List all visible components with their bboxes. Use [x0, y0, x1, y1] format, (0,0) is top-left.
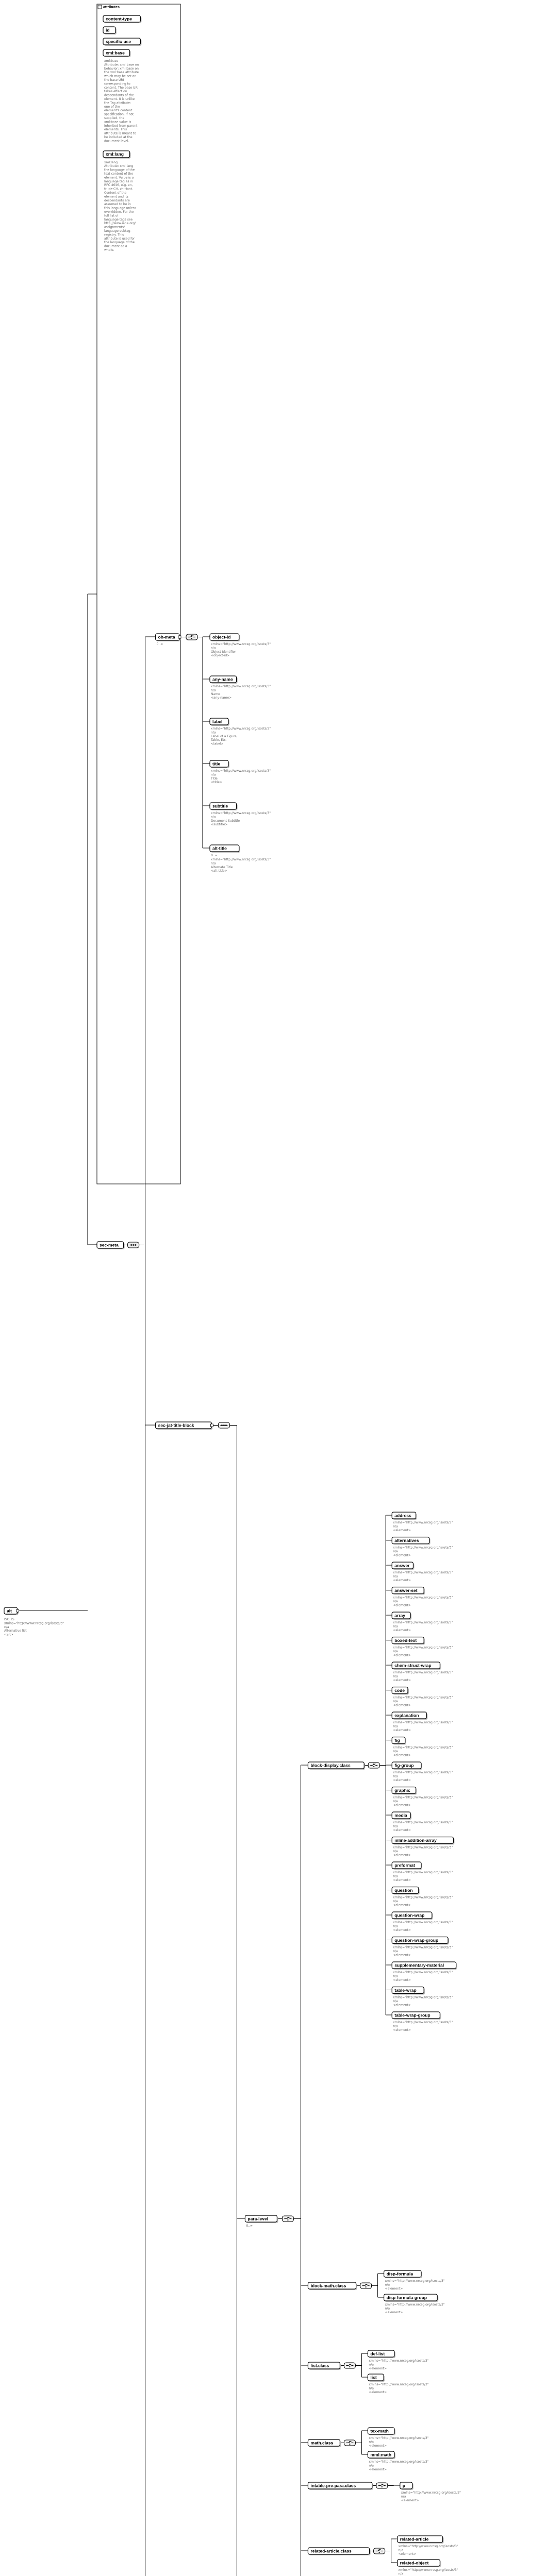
annotation-line: <alt>	[4, 1633, 13, 1637]
annotation-line: xmlns="http://www.nrcsg.org/isosts/3"	[393, 1945, 453, 1950]
annotation-line: xmlns="http://www.nrcsg.org/isosts/3"	[393, 1795, 453, 1800]
annotation-line: n/a	[369, 2440, 374, 2444]
annotation-line: assignments/	[104, 225, 125, 229]
element-label[interactable]	[210, 718, 229, 726]
element-label: p	[402, 2483, 406, 2488]
element-label: any-name	[212, 676, 233, 682]
annotation-line: n/a	[393, 1724, 398, 1728]
sequence-icon-title-block	[218, 1422, 229, 1428]
annotation-line: xmlns="http://www.nrcsg.org/isosts/3"	[385, 2303, 445, 2307]
annotation-line: xmlns="http://www.nrcsg.org/isosts/3"	[398, 2545, 458, 2548]
element-label: question	[394, 1887, 413, 1893]
element-answer[interactable]	[392, 1562, 414, 1570]
annotation-line: behavior: xml:base on	[104, 66, 139, 71]
annotation-line: <element>	[393, 1778, 411, 1782]
attributes-title: attributes	[103, 6, 120, 9]
annotation-line: n/a	[393, 1774, 398, 1778]
annotation-line: Title	[211, 776, 218, 781]
annotation-line: n/a	[211, 646, 216, 650]
element-label: id	[106, 27, 110, 33]
annotation-line: <element>	[369, 2467, 387, 2471]
annotation-line: n/a	[393, 1849, 398, 1853]
annotation-line: n/a	[401, 2495, 406, 2499]
sequence-icon-main	[128, 1242, 139, 1248]
element-label: subtitle	[212, 803, 228, 809]
annotation-line: n/a	[369, 2386, 374, 2391]
element-label: table-wrap	[394, 1987, 417, 1993]
annotation-line: n/a	[385, 2307, 390, 2311]
element-address[interactable]	[392, 1512, 417, 1520]
annotation-line: n/a	[393, 1574, 398, 1579]
annotation-line: which may be set on	[104, 74, 137, 78]
element-inline-addition-array[interactable]	[392, 1837, 454, 1845]
annotation-line: document level.	[104, 139, 129, 143]
annotation-line: language tags see	[104, 217, 133, 222]
attribute-xml-lang[interactable]	[103, 151, 131, 159]
annotation-line: the Tag attribute:	[104, 101, 131, 105]
element-label: oh-meta	[158, 634, 175, 640]
annotation-line: xmlns="http://www.nrcsg.org/isosts/3"	[393, 1571, 453, 1574]
annotation-line: Attribute: xml:lang	[104, 164, 134, 168]
annotation-line: n/a	[393, 1624, 398, 1629]
annotation-line: language-subtag-	[104, 229, 131, 233]
annotation-line: the language of the	[104, 241, 135, 245]
element-preformat[interactable]	[392, 1862, 422, 1870]
annotation-line: n/a	[393, 1649, 398, 1653]
annotation-line: n/a	[211, 815, 216, 819]
cardinality-label: 0..∞	[246, 2224, 253, 2228]
group-math-class[interactable]	[308, 2439, 341, 2447]
annotation-line: this language unless	[104, 206, 136, 210]
element-label: code	[394, 1687, 405, 1693]
element-alternatives[interactable]	[392, 1537, 430, 1545]
element-alt-title[interactable]	[210, 845, 240, 853]
group-list-class[interactable]	[308, 2362, 341, 2370]
element-label: alt-title	[212, 845, 227, 851]
annotation-line: xmlns="http://www.nrcsg.org/isosts/3"	[393, 1821, 453, 1824]
element-label: para-level	[247, 2216, 269, 2222]
annotation-line: xmlns="http://www.nrcsg.org/isosts/3"	[211, 811, 271, 815]
element-label: intable-pre-para.class	[310, 2483, 356, 2488]
annotation-line: n/a	[393, 1699, 398, 1703]
annotation-line: element. It is unlike	[104, 97, 135, 101]
choice-icon-math-class	[344, 2440, 355, 2446]
annotation-line: n/a	[393, 1924, 398, 1928]
annotation-line: n/a	[393, 1599, 398, 1603]
element-related-article[interactable]	[398, 2536, 444, 2544]
choice-icon-para-level	[282, 2216, 293, 2222]
annotation-line: attribute is meant to	[104, 131, 137, 135]
annotation-line: xmlns="http://www.nrcsg.org/isosts/3"	[398, 2568, 458, 2572]
annotation-line: xmlns="http://www.nrcsg.org/isosts/3"	[211, 769, 271, 773]
annotation-line: document as a	[104, 244, 127, 248]
element-graphic[interactable]	[392, 1787, 417, 1795]
root-element-alt[interactable]	[4, 1607, 19, 1615]
annotation-line: xmlns="http://www.nrcsg.org/isosts/3"	[393, 1546, 453, 1550]
annotation-line: n/a	[398, 2572, 404, 2576]
element-label: question-wrap-group	[394, 1937, 439, 1943]
element-chem-struct-wrap[interactable]	[392, 1662, 441, 1670]
element-label: tex-math	[370, 2428, 389, 2434]
annotation-line: Name	[211, 692, 220, 696]
annotation-line: xmlns="http://www.nrcsg.org/isosts/3"	[369, 2359, 429, 2363]
annotation-line: n/a	[393, 1824, 398, 1828]
choice-icon-intable-pre-para-class	[376, 2483, 388, 2488]
element-question-wrap[interactable]	[392, 1912, 433, 1920]
annotation-line: <alt-title>	[211, 869, 227, 873]
annotation-line: <element>	[398, 2552, 417, 2556]
expand-icon[interactable]	[16, 1609, 19, 1612]
element-label: array	[394, 1613, 406, 1618]
annotation-line: <element>	[385, 2310, 403, 2314]
annotation-line: <element>	[401, 2498, 419, 2502]
annotation-line: n/a	[4, 1625, 9, 1629]
element-label: fig	[394, 1737, 400, 1743]
element-label: sec-meta	[100, 1242, 119, 1248]
annotation-line: xmlns="http://www.nrcsg.org/isosts/3"	[393, 1696, 453, 1700]
choice-icon-block-display-class	[368, 1762, 379, 1768]
annotation-line: xmlns="http://www.nrcsg.org/isosts/3"	[393, 1921, 453, 1924]
element-box	[400, 2482, 412, 2489]
element-title[interactable]	[210, 760, 229, 768]
element-def-list[interactable]	[368, 2350, 395, 2358]
element-label: list.class	[310, 2363, 329, 2368]
annotation-line: full list of	[104, 214, 119, 218]
element-label: related-object	[400, 2560, 429, 2566]
annotation-line: <element>	[393, 1678, 411, 1682]
annotation-line: xmlns="http://www.nrcsg.org/isosts/3"	[211, 858, 271, 861]
annotation-line: xml:base value is	[104, 120, 131, 124]
attribute-id[interactable]	[103, 27, 117, 35]
annotation-line: Object Identifier	[211, 650, 236, 654]
element-label: inline-addition-array	[394, 1837, 437, 1843]
annotation-line: <element>	[393, 1928, 411, 1932]
annotation-line: xmlns="http://www.nrcsg.org/isosts/3"	[393, 1845, 453, 1850]
annotation-line: xmlns="http://www.nrcsg.org/isosts/3"	[393, 2021, 453, 2024]
annotation-line: xmlns="http://www.nrcsg.org/isosts/3"	[393, 1521, 453, 1524]
annotation-line: <element>	[393, 1753, 411, 1757]
element-tex-math[interactable]	[368, 2428, 395, 2435]
annotation-line: n/a	[393, 1799, 398, 1803]
annotation-line: attribute is used for	[104, 236, 135, 241]
element-label: preformat	[394, 1862, 415, 1868]
group-intable-pre-para-class[interactable]	[308, 2482, 373, 2490]
group-sec-meta[interactable]	[97, 1242, 125, 1249]
element-subtitle[interactable]	[210, 803, 238, 810]
annotation-line: n/a	[211, 773, 216, 777]
annotation-line: n/a	[369, 2464, 374, 2468]
annotation-line: n/a	[393, 1549, 398, 1553]
element-object-id[interactable]	[210, 634, 240, 641]
annotation-line: one of the	[104, 105, 120, 109]
annotation-line: descendants are	[104, 198, 130, 202]
annotation-line: Content of the	[104, 191, 127, 195]
annotation-line: n/a	[398, 2548, 404, 2552]
choice-icon-meta	[186, 634, 197, 640]
annotation-line: <element>	[369, 2366, 387, 2370]
annotation-line: xmlns="http://www.nrcsg.org/isosts/3"	[393, 1621, 453, 1624]
annotation-line: content. The base URI	[104, 86, 139, 90]
annotation-line: assumed to be in	[104, 202, 131, 207]
annotation-line: <element>	[393, 1953, 411, 1957]
cardinality-label: 0..∞	[156, 642, 163, 646]
annotation-line: n/a	[211, 731, 216, 735]
annotation-line: <element>	[393, 2028, 411, 2032]
element-label: title	[212, 761, 221, 767]
element-supplementary-material[interactable]	[392, 1962, 457, 1970]
group-related-article-class[interactable]	[308, 2548, 370, 2555]
element-label: answer-set	[394, 1587, 418, 1593]
element-table-wrap[interactable]	[392, 1987, 425, 1995]
annotation-line: <subtitle>	[211, 823, 228, 827]
element-label: media	[394, 1812, 407, 1818]
annotation-line: xmlns="http://www.nrcsg.org/isosts/3"	[393, 1721, 453, 1724]
annotation-line: element and its	[104, 195, 128, 199]
element-label: table-wrap-group	[394, 2012, 431, 2018]
annotation-line: ISO TS	[4, 1618, 14, 1621]
element-label: block-math.class	[310, 2283, 346, 2289]
annotation-line: whole.	[104, 248, 114, 252]
annotation-line: <object-id>	[211, 654, 230, 658]
annotation-line: n/a	[393, 1999, 398, 2003]
element-label: chem-struct-wrap	[394, 1663, 432, 1668]
element-label: xml:lang	[106, 151, 124, 157]
element-label: address	[394, 1513, 411, 1518]
annotation-line: Attribute: xml:base on	[104, 63, 139, 67]
expand-icon[interactable]	[210, 1424, 213, 1427]
element-question[interactable]	[392, 1887, 420, 1895]
annotation-line: xml:base	[104, 59, 119, 63]
element-p[interactable]	[400, 2482, 413, 2490]
schema-nodes	[4, 4, 466, 2576]
annotation-line: <title>	[211, 781, 222, 785]
element-any-name[interactable]	[210, 676, 238, 684]
annotation-line: xmlns="http://www.nrcsg.org/isosts/3"	[369, 2460, 429, 2464]
annotation-line: xmlns="http://www.nrcsg.org/isosts/3"	[211, 727, 271, 731]
element-label: math.class	[310, 2440, 334, 2446]
annotation-line: n/a	[393, 1524, 398, 1529]
annotation-line: supplied, the	[104, 116, 125, 120]
element-label: related-article	[400, 2536, 429, 2542]
element-label: object-id	[212, 634, 231, 640]
annotation-line: <element>	[369, 2390, 387, 2394]
annotation-line: xmlns="http://www.nrcsg.org/isosts/3"	[393, 1895, 453, 1900]
annotation-line: the xml:base attribute	[104, 71, 139, 75]
annotation-line: xmlns="http://www.nrcsg.org/isosts/3"	[393, 1671, 453, 1674]
annotation-line: <element>	[393, 1903, 411, 1907]
annotation-line: xmlns="http://www.nrcsg.org/isosts/3"	[211, 685, 271, 688]
annotation-line: <element>	[393, 1978, 411, 1982]
connector-lines	[19, 594, 405, 2576]
attributes-header	[98, 5, 120, 9]
element-label: def-list	[370, 2351, 385, 2357]
element-fig-group[interactable]	[392, 1762, 422, 1770]
annotation-line: descendants of the	[104, 93, 134, 97]
annotation-line: xmlns="http://www.nrcsg.org/isosts/3"	[393, 1871, 453, 1874]
element-label: sec-jat-title-block	[158, 1422, 194, 1428]
element-label: answer	[394, 1563, 410, 1568]
element-label: disp-formula	[386, 2271, 413, 2277]
element-label: question-wrap	[394, 1912, 425, 1918]
annotation-line: n/a	[369, 2363, 374, 2367]
annotation-line: n/a	[393, 1899, 398, 1903]
annotation-line: xmlns="http://www.nrcsg.org/isosts/3"	[369, 2436, 429, 2440]
element-label: explanation	[394, 1713, 419, 1718]
annotation-line: xmlns="http://www.nrcsg.org/isosts/3"	[393, 1596, 453, 1600]
element-label: disp-formula-group	[386, 2295, 427, 2300]
annotation-line: n/a	[393, 1674, 398, 1679]
element-label: list	[370, 2375, 377, 2380]
attribute-specific-use[interactable]	[103, 38, 141, 46]
element-label: block-display.class	[310, 1762, 351, 1768]
annotation-line: n/a	[393, 1874, 398, 1878]
element-list[interactable]	[368, 2374, 385, 2382]
element-mml-math[interactable]	[368, 2451, 395, 2459]
expand-icon[interactable]	[178, 636, 181, 638]
element-label: related-article.class	[310, 2548, 352, 2554]
element-label: label	[212, 719, 223, 724]
choice-icon-block-math-class	[360, 2283, 372, 2289]
annotation-line: <element>	[393, 1803, 411, 1807]
annotation-line: <element>	[393, 1528, 411, 1532]
annotation-line: language tag as in	[104, 179, 133, 183]
annotation-line: n/a	[385, 2283, 390, 2287]
annotation-line: the language of the	[104, 168, 135, 172]
element-fig[interactable]	[392, 1737, 406, 1745]
choice-icon-related-article-class	[374, 2548, 385, 2554]
annotation-line: <element>	[393, 1878, 411, 1882]
annotation-line: fr, de-CH, zh-Hant.	[104, 187, 133, 191]
annotation-line: <element>	[393, 1628, 411, 1632]
annotation-line: xmlns="http://www.nrcsg.org/isosts/3"	[369, 2383, 429, 2386]
annotation-line: text content of the	[104, 172, 134, 176]
element-oh-meta[interactable]	[156, 634, 181, 641]
group-block-display-class[interactable]	[308, 1762, 365, 1770]
annotation-line: n/a	[211, 688, 216, 692]
annotation-line: xmlns="http://www.nrcsg.org/isosts/3"	[393, 1995, 453, 1999]
choice-icon-list-class	[344, 2363, 355, 2368]
element-label: boxed-text	[394, 1637, 417, 1643]
element-label: alt	[7, 1608, 12, 1614]
annotation-line: xml:lang	[104, 160, 118, 164]
element-media[interactable]	[392, 1812, 411, 1820]
element-label: alternatives	[394, 1537, 419, 1543]
element-disp-formula-group[interactable]	[384, 2294, 439, 2302]
annotation-line: corresponding to	[104, 82, 130, 86]
element-label: specific-use	[106, 39, 131, 44]
annotation-line: specification. If not	[104, 112, 134, 116]
annotation-line: <element>	[393, 1703, 411, 1707]
annotation-line: Label of a Figure,	[211, 734, 238, 738]
annotation-line: xmlns="http://www.nrcsg.org/isosts/3"	[385, 2279, 445, 2283]
element-label: mml:math	[370, 2452, 392, 2458]
annotation-line: http://www.iana.org/	[104, 222, 136, 226]
annotation-line: xmlns="http://www.nrcsg.org/isosts/3"	[211, 642, 271, 646]
cardinality-label: 0..∞	[211, 854, 218, 857]
element-label: xml:base	[106, 50, 125, 56]
annotation-line: <element>	[393, 1728, 411, 1732]
annotation-line: Alternate Title	[211, 865, 233, 869]
attribute-xml-base[interactable]	[103, 49, 131, 57]
annotation-line: xmlns="http://www.nrcsg.org/isosts/3"	[393, 1745, 453, 1750]
annotation-line: Alternative list	[4, 1629, 27, 1633]
element-question-wrap-group[interactable]	[392, 1937, 449, 1945]
annotation-line: inherited from parent	[104, 124, 138, 128]
element-boxed-text[interactable]	[392, 1637, 425, 1645]
annotation-line: <element>	[393, 1853, 411, 1857]
annotation-line: xmlns="http://www.nrcsg.org/isosts/3"	[4, 1621, 64, 1625]
annotation-line: registry. This	[104, 233, 124, 237]
annotation-line: elements. This	[104, 128, 127, 132]
annotation-line: <element>	[393, 1578, 411, 1582]
element-related-object[interactable]	[398, 2560, 441, 2567]
element-label: supplementary-material	[394, 1962, 444, 1968]
element-disp-formula[interactable]	[384, 2270, 422, 2278]
annotation-line: <any-name>	[211, 696, 232, 700]
annotation-line: n/a	[393, 1949, 398, 1953]
annotation-line: <element>	[369, 2444, 387, 2448]
element-sec-jat-title-block[interactable]	[156, 1422, 213, 1430]
annotation-line: xmlns="http://www.nrcsg.org/isosts/3"	[393, 1771, 453, 1774]
annotation-line: xmlns="http://www.nrcsg.org/isosts/3"	[401, 2491, 461, 2495]
annotation-line: n/a	[393, 2024, 398, 2028]
element-array[interactable]	[392, 1612, 411, 1620]
group-para-level[interactable]	[245, 2215, 278, 2223]
annotation-line: element. Value is a	[104, 176, 134, 180]
annotation-line: n/a	[393, 1974, 398, 1978]
annotation-line: <label>	[211, 742, 224, 746]
element-label: graphic	[394, 1787, 410, 1793]
group-block-math-class[interactable]	[308, 2282, 357, 2290]
annotation-line: <element>	[393, 1828, 411, 1832]
annotation-line: be included at the	[104, 135, 133, 139]
element-answer-set[interactable]	[392, 1587, 425, 1595]
annotation-line: Table, Etc.	[211, 738, 227, 742]
annotation-line: n/a	[393, 1749, 398, 1753]
annotation-line: takes effect on	[104, 90, 127, 94]
annotation-line: xmlns="http://www.nrcsg.org/isosts/3"	[393, 1971, 453, 1974]
element-label: fig-group	[394, 1762, 414, 1768]
annotation-line: RFC 4646, e.g. en,	[104, 183, 133, 188]
annotation-line: <element>	[393, 1653, 411, 1657]
element-table-wrap-group[interactable]	[392, 2012, 441, 2020]
annotation-line: <element>	[393, 1603, 411, 1607]
annotation-line: Document Subtitle	[211, 819, 240, 823]
element-explanation[interactable]	[392, 1712, 427, 1720]
annotation-line: <element>	[393, 1553, 411, 1557]
attribute-content-type[interactable]	[103, 15, 141, 23]
annotation-line: <element>	[393, 2003, 411, 2007]
annotation-line: <element>	[385, 2286, 403, 2291]
annotation-line: element's content	[104, 109, 133, 113]
element-label: content-type	[106, 16, 132, 22]
annotation-line: xmlns="http://www.nrcsg.org/isosts/3"	[393, 1646, 453, 1650]
annotation-line: the base URI	[104, 78, 124, 82]
element-code[interactable]	[392, 1687, 409, 1695]
annotation-line: n/a	[211, 861, 216, 866]
annotation-line: overridden. For the	[104, 210, 134, 214]
